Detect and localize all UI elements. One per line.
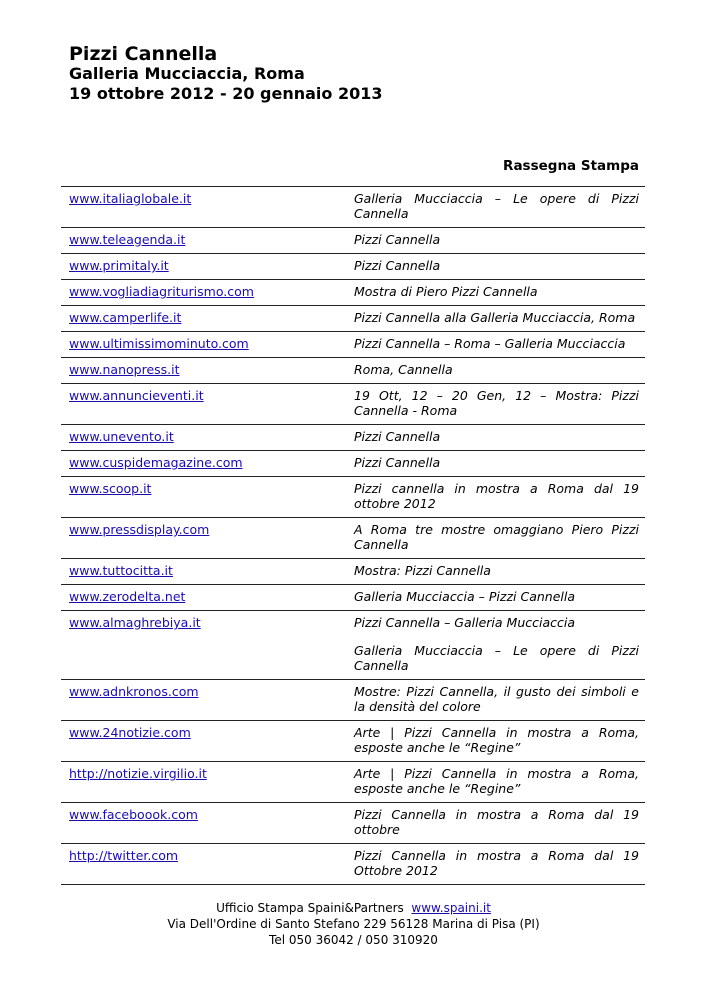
article-title: Galleria Mucciaccia – Le opere di Pizzi Cannella — [354, 643, 639, 673]
site-cell — [61, 803, 354, 844]
article-title: Mostra di Piero Pizzi Cannella — [354, 284, 538, 299]
site-cell — [61, 585, 354, 611]
site-link[interactable]: www.primitaly.it — [69, 258, 169, 273]
footer-phone: Tel 050 36042 / 050 310920 — [269, 933, 438, 947]
site-cell — [61, 358, 354, 384]
site-cell — [61, 680, 354, 721]
site-link[interactable]: www.camperlife.it — [69, 310, 182, 325]
site-link[interactable]: www.adnkronos.com — [69, 684, 199, 699]
table-row — [61, 425, 645, 451]
site-link[interactable]: www.ultimissimominuto.com — [69, 336, 249, 351]
table-row — [61, 611, 645, 680]
site-link[interactable]: www.scoop.it — [69, 481, 152, 496]
article-title-cell — [354, 384, 645, 425]
article-title: Pizzi Cannella — [354, 429, 441, 444]
site-cell — [61, 451, 354, 477]
article-title: Pizzi Cannella — [354, 232, 441, 247]
table-row — [61, 477, 645, 518]
article-title-cell — [354, 721, 645, 762]
site-link[interactable]: www.vogliadiagriturismo.com — [69, 284, 254, 299]
article-title: Pizzi Cannella in mostra a Roma dal 19 Ottobre 2012 — [354, 848, 639, 878]
site-cell — [61, 559, 354, 585]
venue-subtitle: Galleria Mucciaccia, Roma — [69, 64, 305, 83]
table-row — [61, 559, 645, 585]
article-title: Pizzi Cannella — [354, 258, 441, 273]
footer — [0, 900, 707, 948]
article-title: Mostre: Pizzi Cannella, il gusto dei simboli e la densità del colore — [354, 684, 639, 714]
article-title: Galleria Mucciaccia – Pizzi Cannella — [354, 589, 575, 604]
article-title-cell — [354, 358, 645, 384]
table-row — [61, 358, 645, 384]
article-title: Roma, Cannella — [354, 362, 453, 377]
table-row — [61, 280, 645, 306]
site-cell — [61, 306, 354, 332]
section-title: Rassegna Stampa — [503, 158, 639, 174]
table-row — [61, 762, 645, 803]
site-cell — [61, 762, 354, 803]
exhibition-dates: 19 ottobre 2012 - 20 gennaio 2013 — [69, 84, 383, 103]
article-title-cell — [354, 803, 645, 844]
site-cell — [61, 425, 354, 451]
article-title: Mostra: Pizzi Cannella — [354, 563, 491, 578]
article-title-cell — [354, 559, 645, 585]
site-link[interactable]: www.faceboook.com — [69, 807, 198, 822]
table-row — [61, 585, 645, 611]
article-title-cell — [354, 306, 645, 332]
site-link[interactable]: www.24notizie.com — [69, 725, 191, 740]
footer-office: Ufficio Stampa Spaini&Partners — [216, 901, 404, 915]
footer-office-line — [0, 900, 707, 916]
article-title: Pizzi Cannella alla Galleria Mucciaccia, Roma — [354, 310, 636, 325]
site-link[interactable]: www.italiaglobale.it — [69, 191, 192, 206]
article-title-cell — [354, 762, 645, 803]
site-link[interactable]: www.unevento.it — [69, 429, 174, 444]
table-row — [61, 721, 645, 762]
site-cell — [61, 721, 354, 762]
table-row — [61, 680, 645, 721]
table-row — [61, 518, 645, 559]
article-title-cell — [354, 477, 645, 518]
document-header — [69, 44, 383, 104]
artist-title: Pizzi Cannella — [69, 43, 218, 65]
table-row — [61, 384, 645, 425]
article-title: Galleria Mucciaccia – Le opere di Pizzi Cannella — [354, 191, 639, 221]
article-title: Pizzi Cannella — [354, 455, 441, 470]
footer-website-link[interactable]: www.spaini.it — [411, 901, 491, 915]
table-row — [61, 451, 645, 477]
site-link[interactable]: http://notizie.virgilio.it — [69, 766, 207, 781]
site-cell — [61, 254, 354, 280]
table-row — [61, 254, 645, 280]
site-link[interactable]: www.tuttocitta.it — [69, 563, 173, 578]
article-title-cell — [354, 280, 645, 306]
site-cell — [61, 518, 354, 559]
site-link[interactable]: www.teleagenda.it — [69, 232, 186, 247]
article-title-cell — [354, 425, 645, 451]
site-link[interactable]: http://twitter.com — [69, 848, 179, 863]
table-row — [61, 332, 645, 358]
article-title: Arte | Pizzi Cannella in mostra a Roma, esposte anche le “Regine” — [354, 725, 639, 755]
site-cell — [61, 187, 354, 228]
press-review-table — [61, 186, 645, 885]
table-row — [61, 187, 645, 228]
article-title-cell — [354, 680, 645, 721]
site-cell — [61, 332, 354, 358]
site-cell — [61, 384, 354, 425]
article-title: A Roma tre mostre omaggiano Piero Pizzi Cannella — [354, 522, 639, 552]
site-cell — [61, 280, 354, 306]
site-link[interactable]: www.almaghrebiya.it — [69, 615, 201, 630]
site-link[interactable]: www.pressdisplay.com — [69, 522, 210, 537]
site-cell — [61, 228, 354, 254]
article-title-cell — [354, 585, 645, 611]
article-title: Pizzi Cannella – Galleria Mucciaccia — [354, 615, 575, 630]
article-title: 19 Ott, 12 – 20 Gen, 12 – Mostra: Pizzi Cannella - Roma — [354, 388, 639, 418]
article-title-cell — [354, 611, 645, 680]
site-link[interactable]: www.nanopress.it — [69, 362, 180, 377]
article-title-cell — [354, 518, 645, 559]
table-row — [61, 844, 645, 885]
article-title: Arte | Pizzi Cannella in mostra a Roma, esposte anche le “Regine” — [354, 766, 639, 796]
article-title: Pizzi cannella in mostra a Roma dal 19 ottobre 2012 — [354, 481, 639, 511]
article-title-cell — [354, 228, 645, 254]
footer-address: Via Dell'Ordine di Santo Stefano 229 56128 Marina di Pisa (PI) — [167, 917, 540, 931]
table-row — [61, 306, 645, 332]
article-title-cell — [354, 332, 645, 358]
article-title-cell — [354, 254, 645, 280]
table-row — [61, 803, 645, 844]
article-title: Pizzi Cannella – Roma – Galleria Mucciaccia — [354, 336, 626, 351]
article-title-cell — [354, 187, 645, 228]
article-title-cell — [354, 451, 645, 477]
table-row — [61, 228, 645, 254]
site-cell — [61, 611, 354, 680]
site-link[interactable]: www.cuspidemagazine.com — [69, 455, 243, 470]
site-cell — [61, 844, 354, 885]
article-title: Pizzi Cannella in mostra a Roma dal 19 ottobre — [354, 807, 639, 837]
site-cell — [61, 477, 354, 518]
site-link[interactable]: www.zerodelta.net — [69, 589, 186, 604]
site-link[interactable]: www.annuncieventi.it — [69, 388, 204, 403]
article-title-cell — [354, 844, 645, 885]
